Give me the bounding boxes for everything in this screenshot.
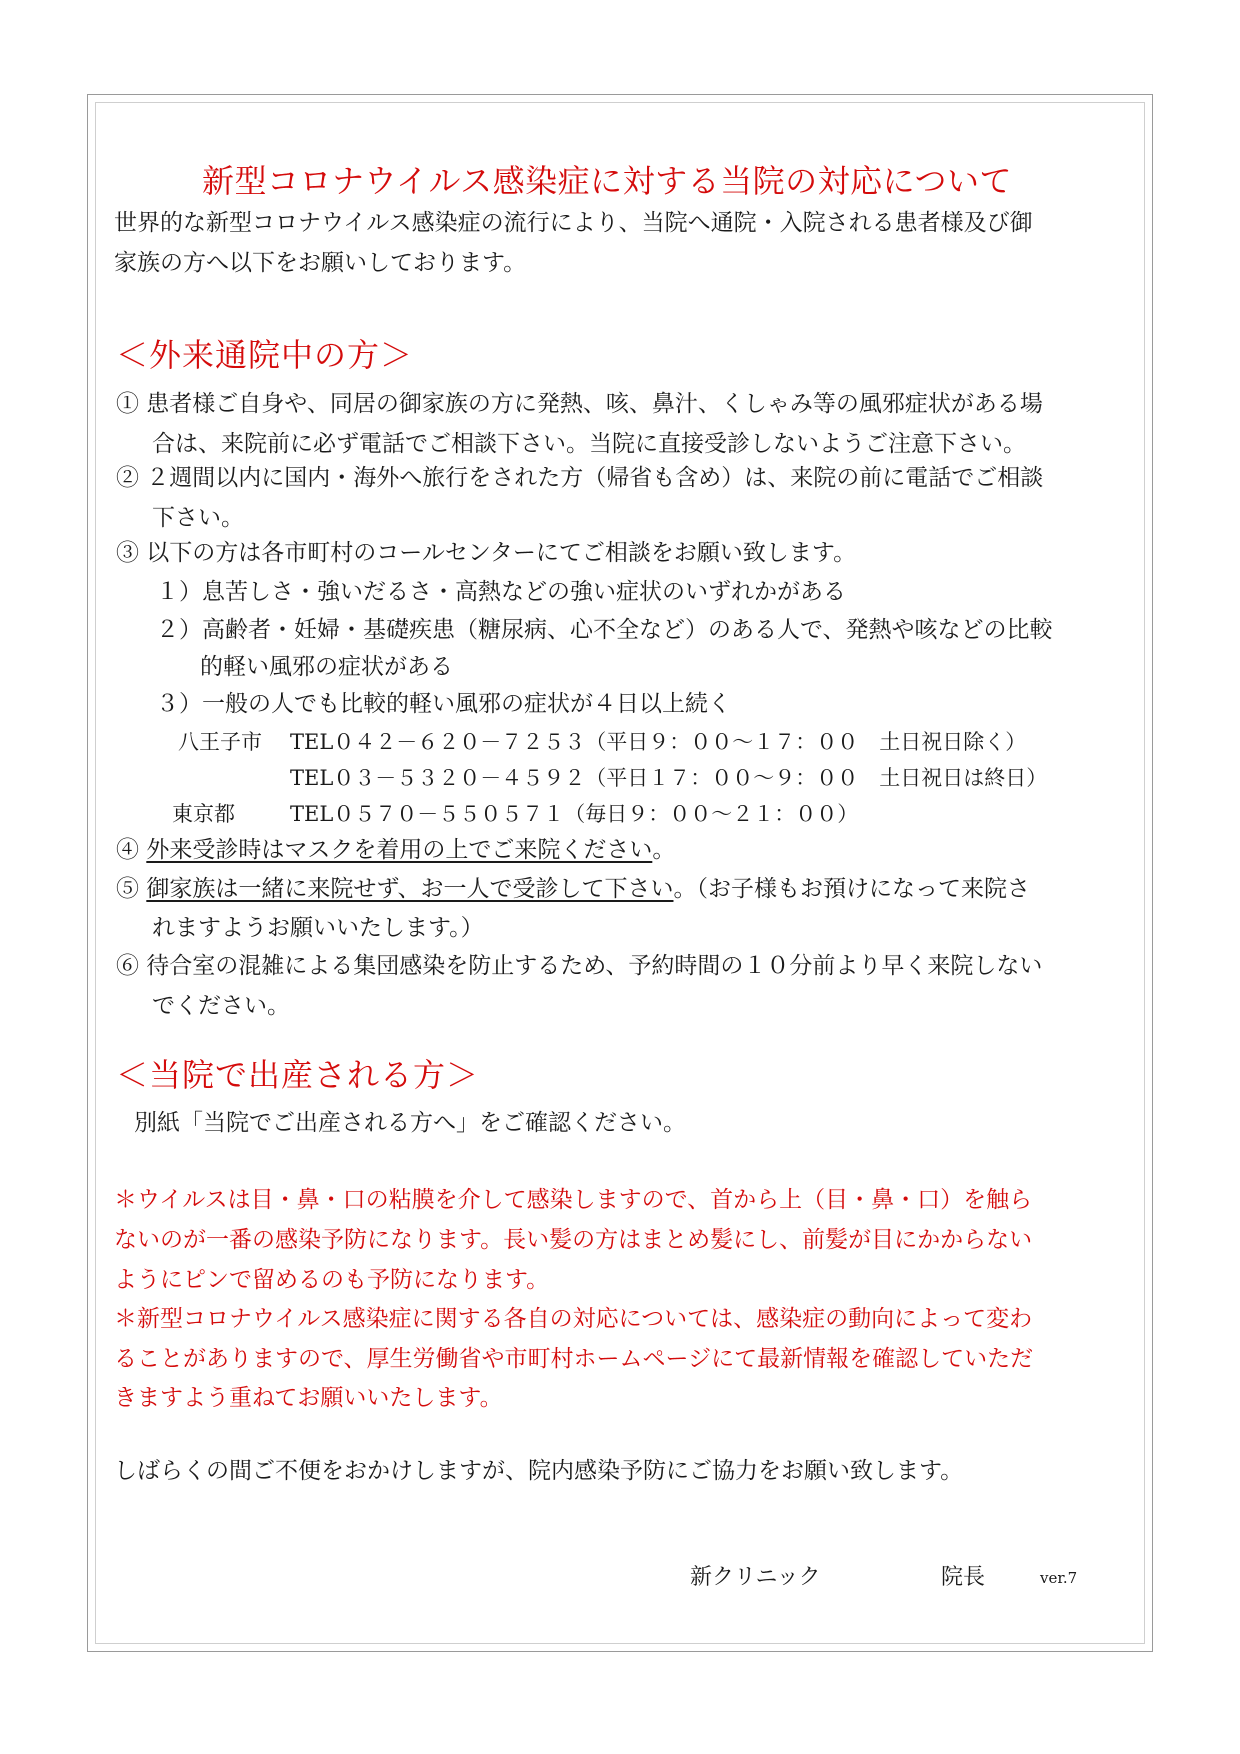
note-line-1: ＊ウイルスは目・鼻・口の粘膜を介して感染しますので、首から上（目・鼻・口）を触ら [114, 1187, 1033, 1213]
item-1-line-2: 合は、来院前に必ず電話でご相談下さい。当院に直接受診しないようご注意下さい。 [152, 431, 1026, 457]
item-3-sub-2-line-1: ２）高齢者・妊婦・基礎疾患（糖尿病、心不全など）のある人で、発熱や咳などの比較 [156, 617, 1053, 643]
version-label: ver.7 [1040, 1569, 1078, 1587]
item-5-line-1 [116, 869, 1030, 909]
item-4-underlined: 外来受診時はマスクを着用の上でご来院ください [146, 837, 653, 863]
contact-tel-hachioji-1: TEL０４２－６２０－７２５３（平日９：００～１７：００ 土日祝日除く） [290, 730, 1027, 754]
signature-clinic: 新クリニック [690, 1565, 821, 1590]
item-2-line-1: ② ２週間以内に国内・海外へ旅行をされた方（帰省も含め）は、来院の前に電話でご相談 [116, 465, 1044, 491]
item-3-sub-2-line-2: 的軽い風邪の症状がある [200, 654, 453, 680]
item-5-underlined: 御家族は一緒に来院せず、お一人で受診して下さい [146, 876, 674, 902]
section-heading-outpatient: ＜外来通院中の方＞ [116, 336, 414, 374]
item-5-line-2: れますようお願いいたします。） [152, 915, 484, 941]
birth-text: 別紙「当院でご出産される方へ」をご確認ください。 [134, 1110, 686, 1136]
note-line-3: ようにピンで留めるのも予防になります。 [114, 1267, 550, 1293]
contact-area-hachioji: 八王子市 [178, 730, 262, 754]
note-line-5: ることがありますので、厚生労働省や市町村ホームページにて最新情報を確認していただ [114, 1346, 1034, 1372]
note-line-4: ＊新型コロナウイルス感染症に関する各自の対応については、感染症の動向によって変わ [114, 1306, 1033, 1332]
contact-tel-tokyo: TEL０５７０－５５０５７１（毎日９：００～２１：００） [290, 802, 859, 826]
item-6-line-2: でください。 [152, 993, 290, 1019]
item-2-line-2: 下さい。 [152, 505, 244, 531]
item-5-prefix: ⑤ [116, 876, 147, 902]
item-6-line-1: ⑥ 待合室の混雑による集団感染を防止するため、予約時間の１０分前より早く来院しない [116, 953, 1043, 979]
item-5-suffix: 。（お子様もお預けになって来院さ [673, 876, 1030, 902]
signature-director: 院長 [941, 1565, 986, 1590]
contact-tel-hachioji-2: TEL０３－５３２０－４５９２（平日１７：００～９：００ 土日祝日は終日） [290, 766, 1048, 790]
item-1-line-1: ① 患者様ご自身や、同居の御家族の方に発熱、咳、鼻汁、くしゃみ等の風邪症状がある場 [116, 391, 1043, 417]
section-heading-birth: ＜当院で出産される方＞ [116, 1056, 480, 1094]
item-3-sub-3: ３）一般の人でも比較的軽い風邪の症状が４日以上続く [156, 691, 731, 717]
intro-line-2: 家族の方へ以下をお願いしております。 [114, 250, 527, 276]
contact-area-tokyo: 東京都 [172, 802, 235, 826]
intro-line-1: 世界的な新型コロナウイルス感染症の流行により、当院へ通院・入院される患者様及び御 [114, 210, 1033, 236]
item-3-sub-1: １）息苦しさ・強いだるさ・高熱などの強い症状のいずれかがある [156, 579, 846, 605]
item-4-prefix: ④ [116, 837, 147, 863]
item-3-line-1: ③ 以下の方は各市町村のコールセンターにてご相談をお願い致します。 [116, 540, 857, 566]
note-line-2: ないのが一番の感染予防になります。長い髪の方はまとめ髪にし、前髪が目にかからない [114, 1227, 1033, 1253]
item-4-suffix: 。 [652, 837, 676, 863]
note-line-6: きますよう重ねてお願いいたします。 [114, 1385, 503, 1411]
page-title: 新型コロナウイルス感染症に対する当院の対応について [202, 162, 1012, 200]
closing-text: しばらくの間ご不便をおかけしますが、院内感染予防にご協力をお願い致します。 [114, 1458, 964, 1484]
item-4 [116, 830, 675, 870]
